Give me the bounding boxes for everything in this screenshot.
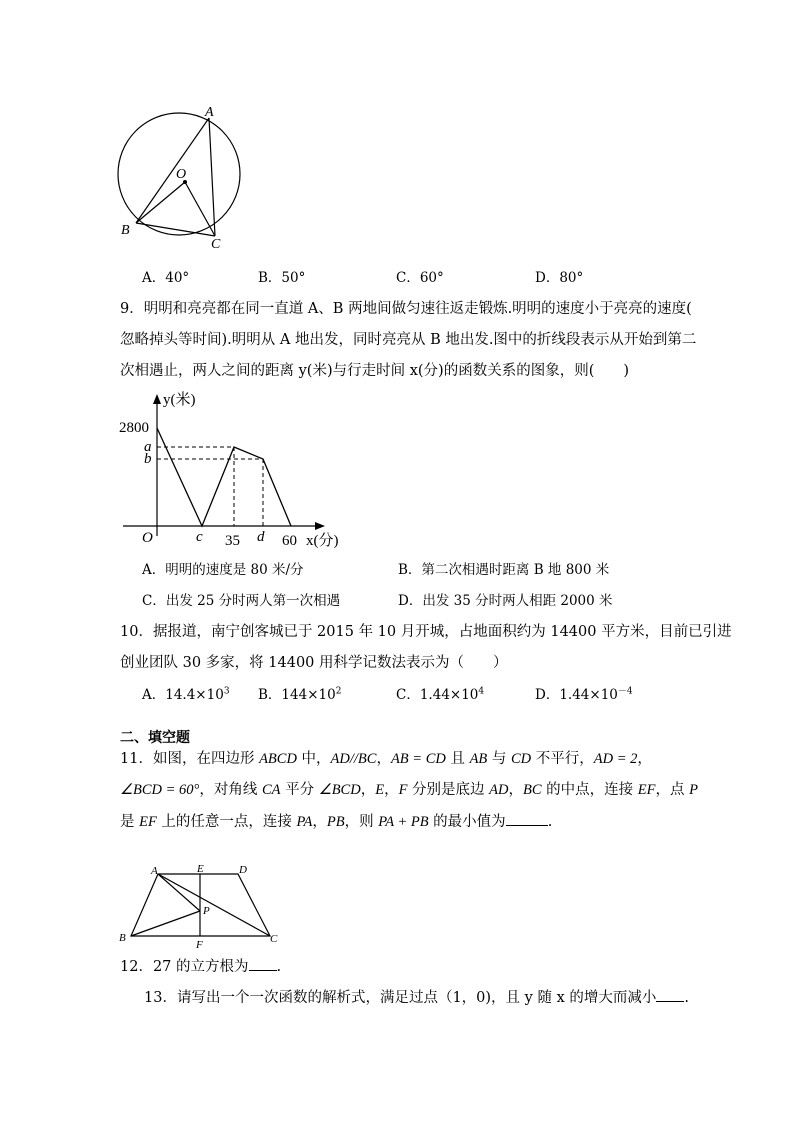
y-tick-2800: 2800 — [119, 420, 149, 436]
q8-option-d: D．80° — [535, 270, 584, 286]
y-tick-a: a — [144, 439, 152, 455]
q10-stem-line-2: 创业团队 30 多家，将 14400 用科学记数法表示为（ ） — [120, 655, 508, 671]
label-a: A — [205, 105, 214, 120]
segment-ac — [209, 118, 215, 236]
q9-option-c: C．出发 25 分时两人第一次相遇 — [142, 593, 341, 609]
x-axis-label: x(分) — [306, 533, 339, 549]
y-axis-arrow — [153, 394, 161, 404]
q8-option-c: C．60° — [396, 270, 444, 286]
q8-option-a: A．40° — [142, 270, 190, 286]
segment-ab — [136, 118, 209, 223]
label-d: D — [239, 864, 247, 876]
q10-stem-line-1: 10．据报道，南宁创客城已于 2015 年 10 月开城，占地面积约为 14400 平方米，目前已引进 — [120, 624, 732, 640]
q11-stem-line-3: 是 EF 上的任意一点，连接 PA，PB，则 PA + PB 的最小值为 . — [120, 811, 552, 832]
x-tick-c: c — [196, 529, 203, 545]
x-tick-60: 60 — [282, 533, 297, 549]
distance-polyline — [157, 428, 291, 526]
q10-option-d: D．$1.44\times 10^{-4}$ — [535, 686, 633, 703]
q10-option-c: C．$1.44\times 10^4$ — [396, 686, 485, 703]
q8-circle-figure — [112, 100, 247, 250]
x-axis-arrow — [315, 522, 325, 530]
segment-pb — [131, 911, 200, 936]
q13-answer-blank[interactable] — [656, 987, 684, 1002]
q11-trapezoid-figure — [114, 864, 284, 950]
q11-answer-blank[interactable] — [506, 811, 548, 826]
section-fill-in-title: 二、填空题 — [120, 730, 190, 746]
q9-option-b: B．第二次相遇时距离 B 地 800 米 — [398, 562, 610, 578]
label-b: B — [121, 223, 130, 238]
segment-oc — [185, 182, 215, 236]
segment-pa — [158, 874, 200, 911]
q9-option-d: D．出发 35 分时两人相距 2000 米 — [398, 593, 613, 609]
q11-stem-line-2: ∠BCD = 60°，对角线 CA 平分 ∠BCD，E，F 分别是底边 AD，BC 的中点，连接 EF，点 P — [120, 782, 698, 798]
q9-stem-line-2: 忽略掉头等时间).明明从 A 地出发，同时亮亮从 B 地出发.图中的折线段表示从开始到第二 — [120, 332, 697, 348]
label-e: E — [197, 864, 204, 875]
q9-stem-line-1: 9．明明和亮亮都在同一直道 A、B 两地间做匀速往返走锻炼.明明的速度小于亮亮的速度( — [120, 301, 692, 317]
q10-option-a: A．$14.4\times 10^3$ — [142, 686, 230, 703]
q12-answer-blank[interactable] — [249, 956, 277, 971]
q10-option-b: B．$144\times 10^2$ — [258, 686, 342, 703]
label-c: C — [211, 237, 221, 250]
q9-stem-line-3: 次相遇止，两人之间的距离 y(米)与行走时间 x(分)的函数关系的图象，则( ) — [120, 363, 630, 379]
label-p: P — [203, 905, 210, 917]
q12-stem: 12．27 的立方根为 . — [120, 956, 281, 977]
q9-distance-time-graph — [115, 388, 355, 553]
x-tick-d: d — [257, 529, 265, 545]
diagonal-ca — [158, 874, 270, 936]
y-axis-label: y(米) — [163, 392, 196, 408]
q8-option-b: B．50° — [258, 270, 306, 286]
y-tick-b: b — [144, 451, 152, 467]
origin-label: O — [142, 530, 153, 546]
q11-stem-line-1: 11．如图，在四边形 ABCD 中，AD//BC，AB = CD 且 AB 与 CD 不平行，AD = 2， — [120, 751, 652, 767]
q9-option-a: A．明明的速度是 80 米/分 — [142, 562, 304, 578]
label-a: A — [151, 865, 158, 877]
label-c: C — [270, 933, 278, 945]
label-b: B — [119, 932, 126, 944]
label-f: F — [196, 939, 203, 950]
q13-stem: 13．请写出一个一次函数的解析式，满足过点（1，0)，且 y 随 x 的增大而减小 . — [144, 987, 689, 1008]
x-tick-35: 35 — [225, 533, 240, 549]
label-o: O — [176, 167, 187, 182]
